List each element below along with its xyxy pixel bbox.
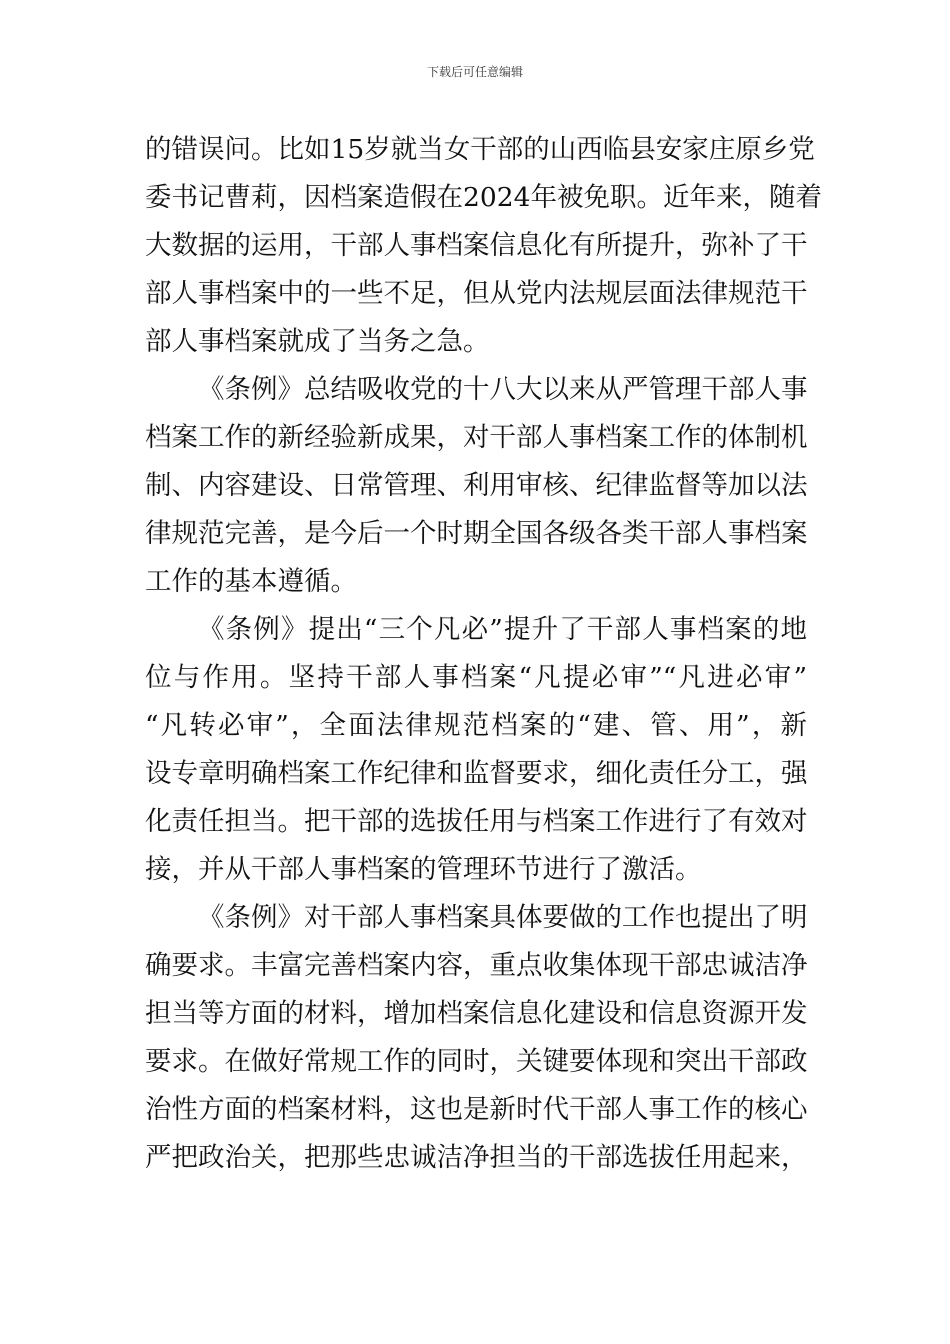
- text-line: 《条例》总结吸收党的十八大以来从严管理干部人事: [198, 374, 808, 405]
- text-line: 确要求。丰富完善档案内容，重点收集体现干部忠诚洁净: [145, 950, 808, 981]
- text-line: 治性方面的档案材料，这也是新时代干部人事工作的核心: [145, 1094, 808, 1125]
- paragraph: [145, 894, 807, 1182]
- text-line: 化责任担当。把干部的选拔任用与档案工作进行了有效对: [145, 806, 808, 837]
- text-line: 严把政治关，把那些忠诚洁净担当的干部选拔任用起来，: [145, 1142, 808, 1173]
- text-line: 档案工作的新经验新成果，对干部人事档案工作的体制机: [145, 422, 808, 453]
- text-line: 《条例》提出“三个凡必”提升了干部人事档案的地: [198, 614, 807, 645]
- text-line: 担当等方面的材料，增加档案信息化建设和信息资源开发: [145, 998, 808, 1029]
- text-line: 委书记曹莉，因档案造假在2024年被免职。近年来，随着: [145, 182, 822, 213]
- text-line: 律规范完善，是今后一个时期全国各级各类干部人事档案: [145, 518, 808, 549]
- text-line: 的错误问。比如15岁就当女干部的山西临县安家庄原乡党: [145, 134, 815, 165]
- paragraph: [145, 366, 807, 606]
- page-header-note: 下载后可任意编辑: [426, 65, 523, 79]
- text-line: 部人事档案就成了当务之急。: [145, 326, 490, 357]
- text-line: 位与作用。坚持干部人事档案“凡提必审”“凡进必审”: [145, 662, 807, 693]
- paragraph: [145, 606, 807, 894]
- text-line: 设专章明确档案工作纪律和监督要求，细化责任分工，强: [145, 758, 808, 789]
- text-line: 工作的基本遵循。: [145, 566, 357, 597]
- text-line: 要求。在做好常规工作的同时，关键要体现和突出干部政: [145, 1046, 808, 1077]
- text-line: 制、内容建设、日常管理、利用审核、纪律监督等加以法: [145, 470, 808, 501]
- paragraph: [145, 126, 822, 366]
- text-line: 接，并从干部人事档案的管理环节进行了激活。: [145, 854, 702, 885]
- document-body: [145, 126, 822, 1182]
- text-line: “凡转必审”，全面法律规范档案的“建、管、用”，新: [145, 710, 807, 741]
- text-line: 大数据的运用，干部人事档案信息化有所提升，弥补了干: [145, 230, 808, 261]
- text-line: 《条例》对干部人事档案具体要做的工作也提出了明: [198, 902, 808, 933]
- text-line: 部人事档案中的一些不足，但从党内法规层面法律规范干: [145, 278, 808, 309]
